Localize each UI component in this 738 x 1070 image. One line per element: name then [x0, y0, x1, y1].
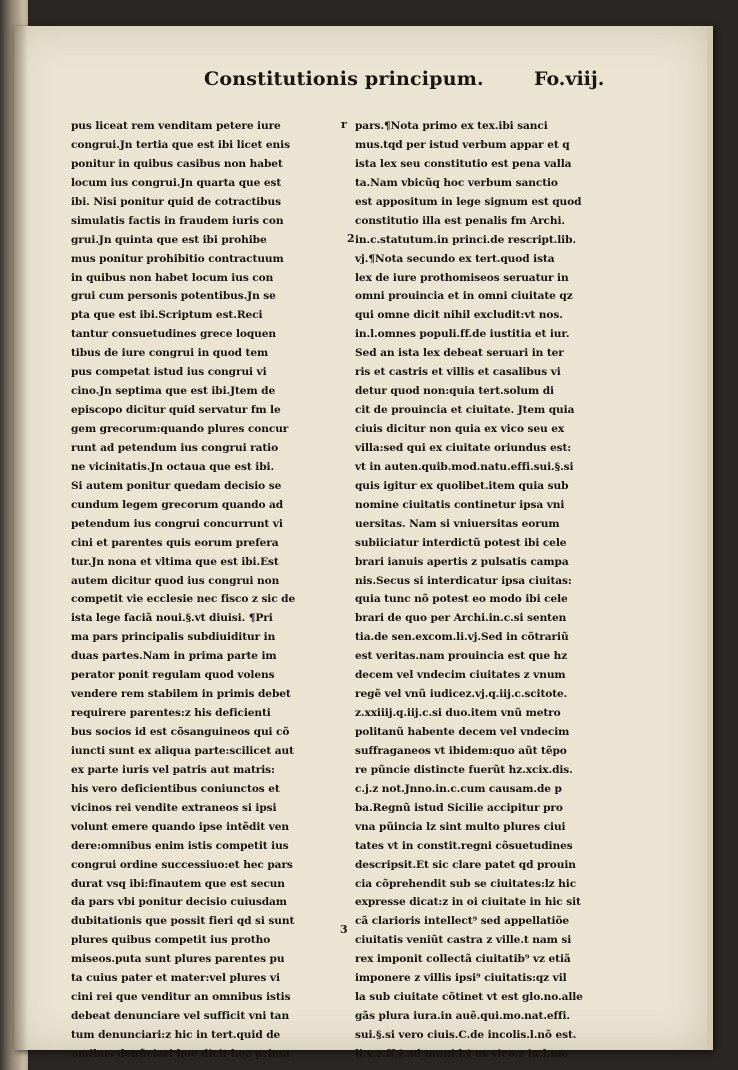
- text-line: ex parte iuris vel patris aut matris:: [71, 763, 275, 776]
- text-line: constitutio illa est penalis fm Archi.: [355, 214, 566, 227]
- marginal-note: r: [341, 118, 347, 131]
- text-line: vj.¶Nota secundo ex tert.quod ista: [355, 252, 555, 265]
- text-line: rex imponit collectã ciuitatib⁹ vz etiã: [355, 953, 571, 966]
- text-line: brari de quo per Archi.in.c.si senten: [355, 612, 567, 625]
- text-line: grui cum personis potentibus.Jn se: [71, 290, 276, 303]
- text-line: uersitas. Nam si vniuersitas eorum: [355, 517, 560, 530]
- text-line: durat vsq ibi:finautem que est secun: [71, 877, 285, 890]
- text-line: cundum legem grecorum quando ad: [71, 498, 284, 511]
- text-line: congrui ordine successiuo:et hec pars: [71, 858, 293, 871]
- text-line: ibi. Nisi ponitur quid de cotractibus: [71, 195, 281, 208]
- text-line: cã clarioris intellect⁹ sed appellatiõe: [355, 915, 570, 928]
- text-line: autem dicitur quod ius congrui non: [71, 574, 280, 587]
- text-line: z.xxiiij.q.iij.c.si duo.item vnũ metro: [355, 707, 561, 720]
- text-line: competit vie ecclesie nec fisco z sic de: [71, 593, 296, 606]
- text-line: Si autem ponitur quedam decisio se: [71, 479, 282, 492]
- text-line: pus competat istud ius congrui vi: [71, 366, 267, 379]
- text-line: perator ponit regulam quod volens: [71, 669, 275, 682]
- text-line: omibus denũciari hoc dicit hec prima: [71, 1047, 290, 1060]
- text-line: Sed an ista lex debeat seruari in ter: [355, 347, 564, 360]
- text-line: vicinos rei vendite extraneos si ipsi: [71, 801, 277, 814]
- text-line: la sub ciuitate cõtinet vt est glo.no.alle: [355, 991, 583, 1004]
- text-line: omni prouincia et in omni ciuitate qz: [355, 290, 573, 303]
- left-text-column: [71, 117, 336, 1064]
- text-line: detur quod non:quia tert.solum di: [355, 385, 554, 398]
- text-line: miseos.puta sunt plures parentes pu: [71, 953, 285, 966]
- text-line: est veritas.nam prouincia est que hz: [355, 650, 568, 663]
- text-line: runt ad petendum ius congrui ratio: [71, 441, 279, 454]
- text-line: simulatis factis in fraudem iuris con: [71, 214, 284, 227]
- running-header: [204, 68, 604, 98]
- text-line: tur.Jn nona et vltima que est ibi.Est: [71, 555, 279, 568]
- text-line: ta cuius pater et mater:vel plures vi: [71, 972, 280, 985]
- text-line: tantur consuetudines grece loquen: [71, 328, 277, 341]
- text-line: debeat denunciare vel sufficit vni tan: [71, 1010, 290, 1023]
- text-line: nis.Secus si interdicatur ipsa ciuitas:: [355, 574, 572, 587]
- text-line: cit de prouincia et ciuitate. Jtem quia: [355, 404, 575, 417]
- text-line: dubitationis que possit fieri qd si sunt: [71, 915, 295, 928]
- text-line: da pars vbi ponitur decisio cuiusdam: [71, 896, 287, 909]
- text-line: quia tunc nõ potest eo modo ibi cele: [355, 593, 568, 606]
- text-line: congrui.Jn tertia que est ibi licet enis: [71, 138, 290, 151]
- text-line: cini et parentes quis eorum prefera: [71, 536, 279, 549]
- text-line: ta.Nam vbicũq hoc verbum sanctio: [355, 176, 558, 189]
- text-line: petendum ius congrui concurrunt vi: [71, 517, 283, 530]
- text-line: decem vel vndecim ciuitates z vnum: [355, 669, 566, 682]
- right-text-column: [355, 117, 625, 1064]
- text-line: gãs plura iura.in auẽ.qui.mo.nat.effi.: [355, 1010, 570, 1023]
- text-line: tia.de sen.excom.li.vj.Sed in cõtrariũ: [355, 631, 569, 644]
- text-line: mus.tqd per istud verbum appar et q: [355, 138, 570, 151]
- text-line: iuncti sunt ex aliqua parte:scilicet aut: [71, 744, 294, 757]
- text-line: ma pars principalis subdiuiditur in: [71, 631, 276, 644]
- text-line: lex de iure prothomiseos seruatur in: [355, 271, 569, 284]
- text-line: plures quibus competit ius protho: [71, 934, 271, 947]
- text-line: vna pũincia lz sint multo plures ciui: [355, 820, 566, 833]
- text-line: quis igitur ex quolibet.item quia sub: [355, 479, 569, 492]
- text-line: grui.Jn quinta que est ibi prohibe: [71, 233, 267, 246]
- text-line: pars.¶Nota primo ex tex.ibi sanci: [355, 120, 548, 132]
- text-line: politanũ habente decem vel vndecim: [355, 726, 570, 738]
- text-line: ista lex seu constitutio est pena valla: [355, 157, 572, 170]
- text-line: bus socios id est cõsanguineos qui cõ: [71, 726, 290, 738]
- text-line: regẽ vel vnũ iudicez.vj.q.iij.c.scitote.: [355, 688, 568, 701]
- text-line: cini rei que venditur an omnibus istis: [71, 991, 291, 1004]
- text-line: expresse dicat:z in oi ciuitate in hic sit: [355, 896, 581, 909]
- text-line: cia cõprehendit sub se ciuitates:lz hic: [355, 877, 577, 890]
- text-line: villa:sed qui ex ciuitate oriundus est:: [355, 441, 572, 454]
- text-line: ista lege faciã noui.§.vt diuisi. ¶Pri: [71, 612, 273, 625]
- text-line: duas partes.Nam in prima parte im: [71, 650, 277, 663]
- folio-number: Fo.viij.: [534, 68, 605, 90]
- text-line: pus liceat rem venditam petere iure: [71, 120, 281, 132]
- text-line: li.x.z.ff.§.ad muni.l.§ ex vico.z in.l.me: [355, 1047, 568, 1060]
- text-line: in.c.statutum.in princi.de rescript.lib.: [355, 233, 576, 246]
- text-line: tum denunciari:z hic in tert.quid de: [71, 1029, 281, 1041]
- text-line: volunt emere quando ipse intẽdit ven: [71, 820, 289, 833]
- text-line: ciuis dicitur non quia ex vico seu ex: [355, 423, 565, 435]
- text-line: re pũncie distincte fuerũt hz.xcix.dis.: [355, 763, 573, 776]
- text-line: qui omne dicit nihil excludit:vt nos.: [355, 309, 563, 322]
- text-line: dere:omnibus enim istis competit ius: [71, 839, 289, 852]
- text-line: tates vt in constit.regni cõsuetudines: [355, 839, 573, 852]
- text-line: subiiciatur interdictũ potest ibi cele: [355, 536, 567, 549]
- book-page: [14, 26, 713, 1060]
- text-line: pta que est ibi.Scriptum est.Reci: [71, 309, 263, 322]
- text-line: in.l.omnes populi.ff.de iustitia et iur.: [355, 328, 570, 341]
- text-line: gem grecorum:quando plures concur: [71, 423, 289, 435]
- text-line: ponitur in quibus casibus non habet: [71, 157, 283, 170]
- text-line: descripsit.Et sic clare patet qd prouin: [355, 858, 576, 871]
- text-line: locum ius congrui.Jn quarta que est: [71, 176, 282, 189]
- marginal-note: 3: [340, 923, 348, 936]
- text-line: vendere rem stabilem in primis debet: [71, 688, 291, 701]
- text-line: sui.§.si vero ciuis.C.de incolis.l.nõ est.: [355, 1029, 577, 1041]
- text-line: cino.Jn septima que est ibi.Jtem de: [71, 385, 276, 398]
- text-line: his vero deficientibus coniunctos et: [71, 782, 280, 795]
- text-line: ris et castris et villis et casalibus vi: [355, 366, 561, 379]
- text-line: brari ianuis apertis z pulsatis campa: [355, 555, 569, 568]
- text-line: imponere z villis ipsi⁹ ciuitatis:qz vil: [355, 972, 567, 985]
- text-line: ciuitatis veniũt castra z ville.t nam si: [355, 934, 572, 947]
- text-line: vt in auten.quib.mod.natu.effi.sui.§.si: [355, 460, 574, 473]
- text-line: mus ponitur prohibitio contractuum: [71, 252, 284, 265]
- text-line: ba.Regnũ istud Sicilie accipitur pro: [355, 801, 563, 814]
- text-line: requirere parentes:z his deficienti: [71, 707, 271, 720]
- text-line: in quibus non habet locum ius con: [71, 271, 274, 284]
- text-line: c.j.z not.Jnno.in.c.cum causam.de p: [355, 782, 562, 795]
- text-line: est appositum in lege signum est quod: [355, 195, 582, 208]
- text-line: nomine ciuitatis continetur ipsa vni: [355, 498, 565, 511]
- text-line: suffraganeos vt ibidem:quo aũt tẽpo: [355, 744, 567, 757]
- text-line: episcopo dicitur quid servatur fm le: [71, 404, 281, 417]
- marginal-note: 2: [347, 232, 355, 245]
- text-line: tibus de iure congrui in quod tem: [71, 347, 269, 360]
- text-line: ne vicinitatis.Jn octaua que est ibi.: [71, 460, 275, 473]
- page-title: Constitutionis principum.: [204, 68, 484, 90]
